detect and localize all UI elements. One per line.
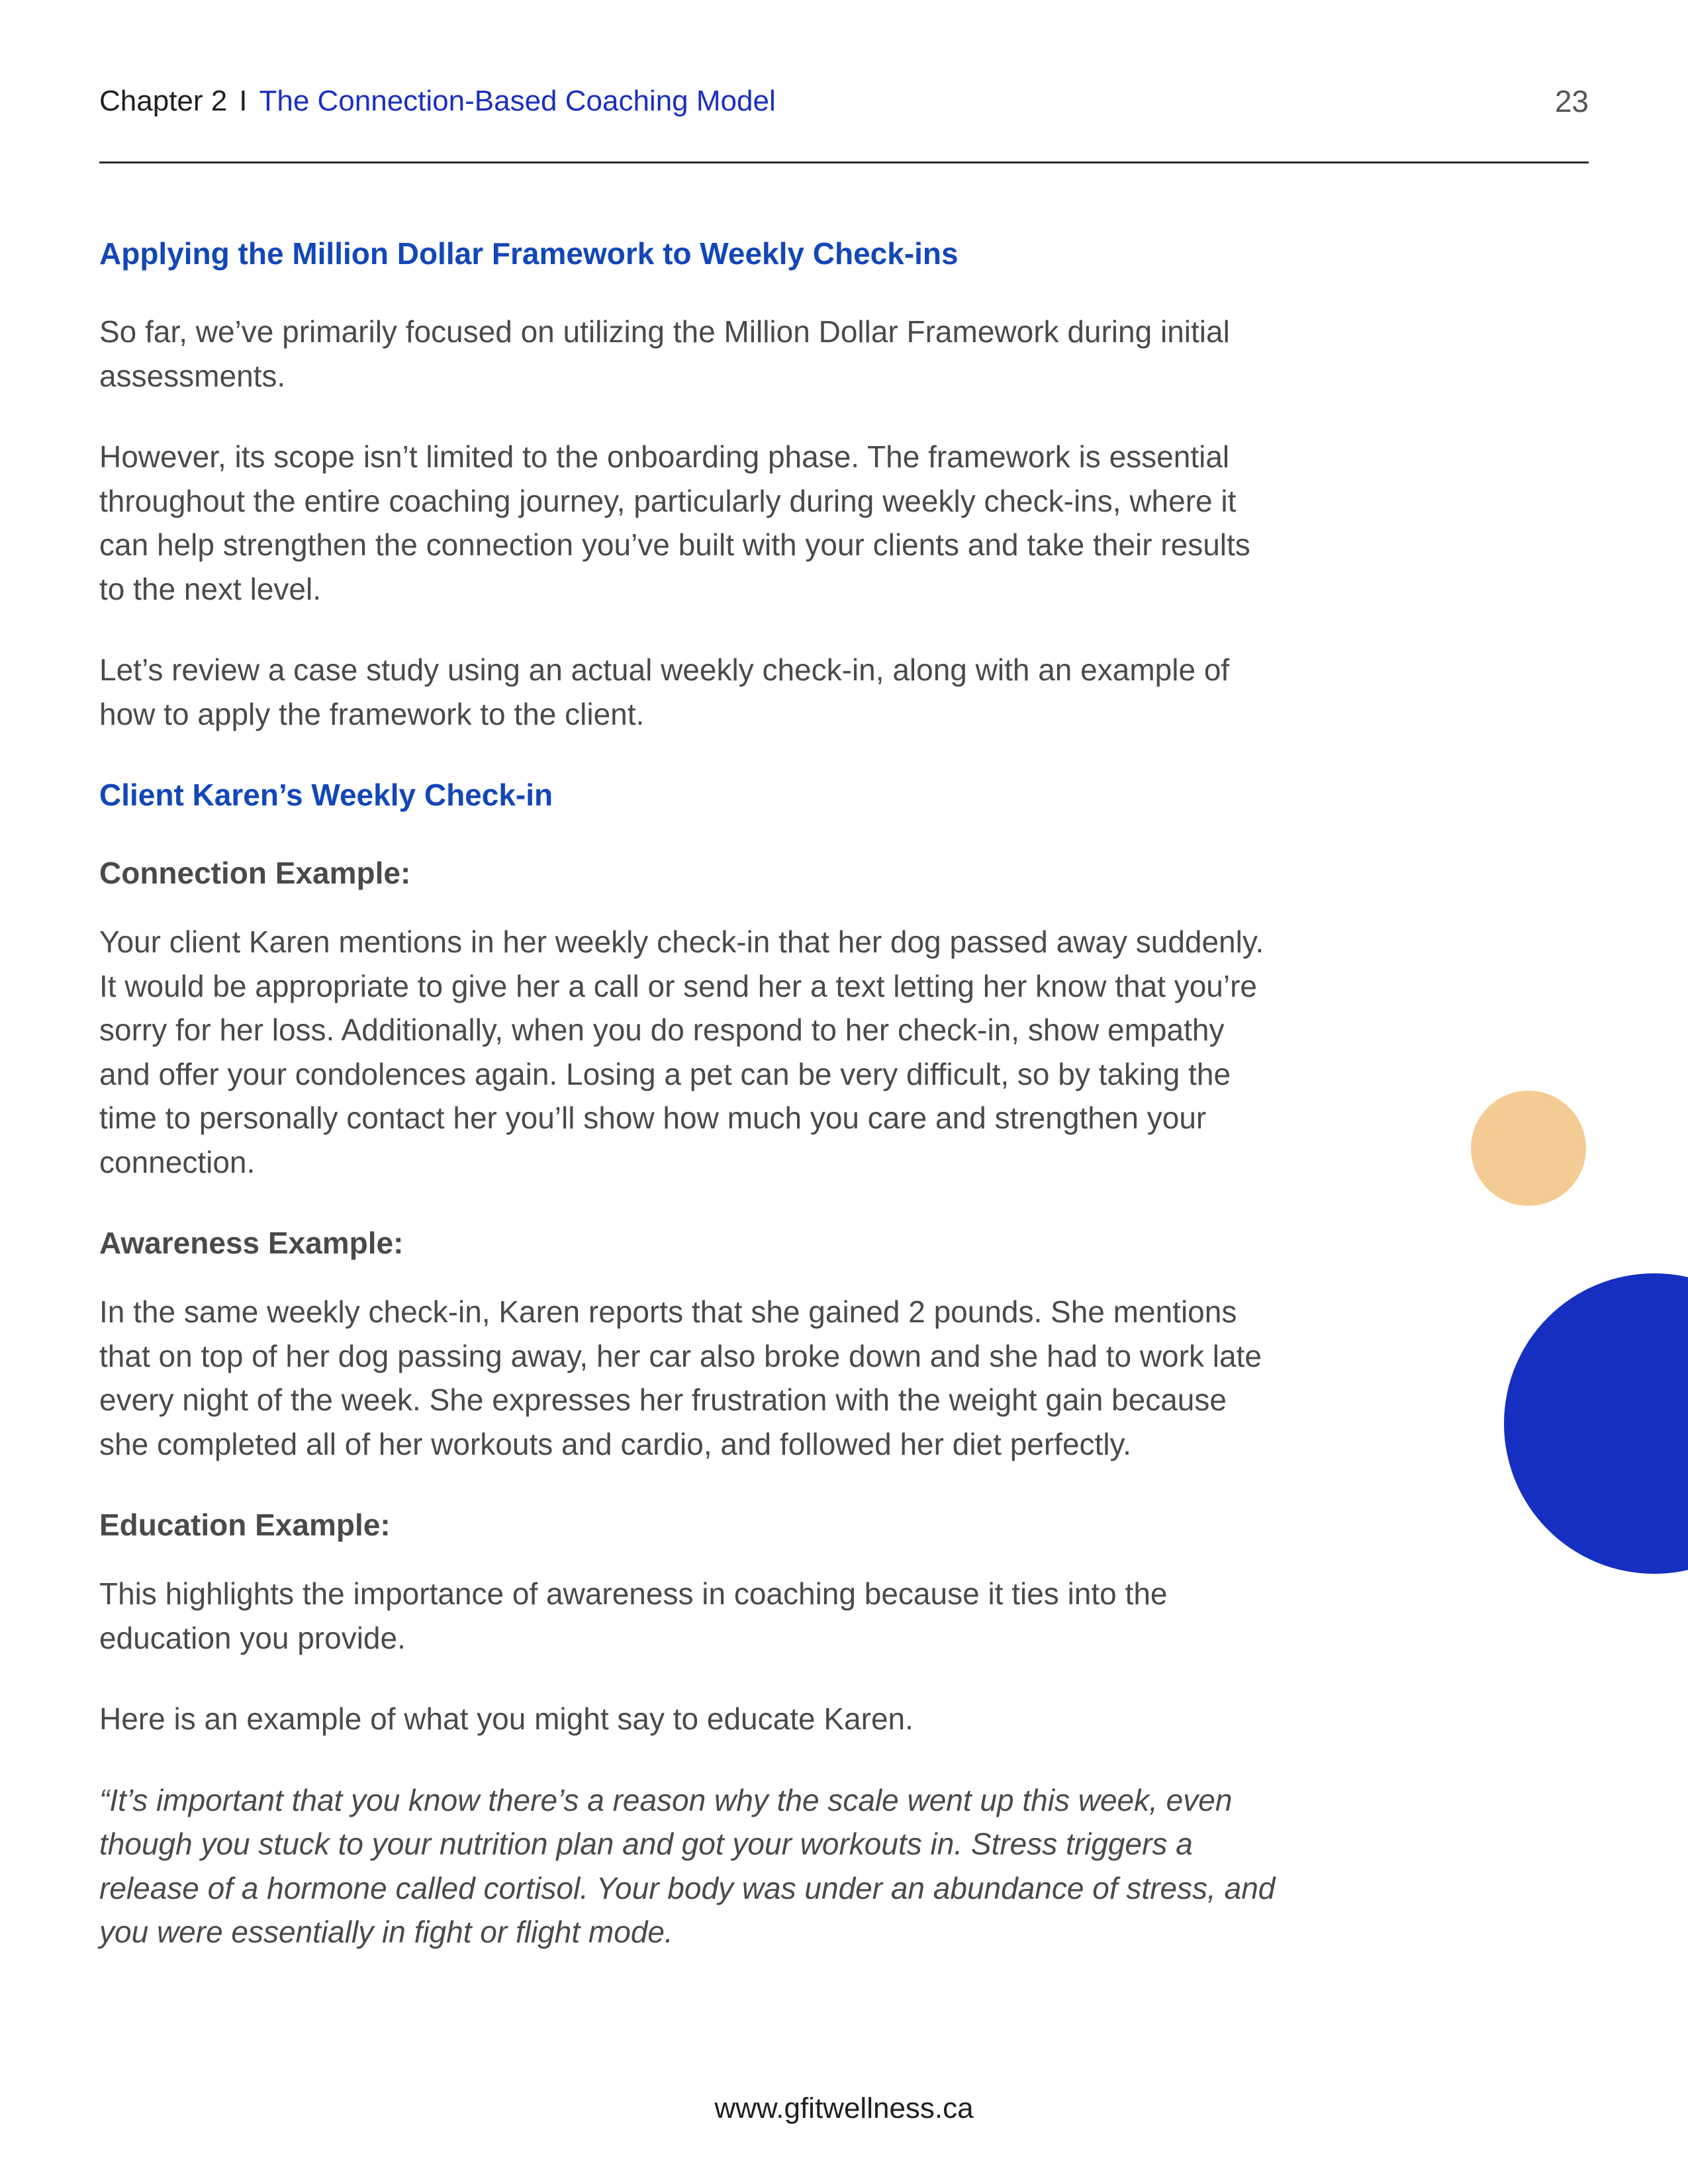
connection-heading: Connection Example:: [99, 856, 411, 890]
chapter-title: The Connection-Based Coaching Model: [259, 85, 776, 117]
education-paragraph-1: This highlights the importance of awareness in coaching because it ties into the education you provide.: [99, 1576, 1168, 1655]
intro-paragraph-1: So far, we’ve primarily focused on utilizing the Million Dollar Framework during initial assessments.: [99, 314, 1230, 393]
awareness-heading: Awareness Example:: [99, 1226, 404, 1260]
header-separator: I: [239, 85, 248, 117]
intro-paragraph-3: Let’s review a case study using an actual weekly check-in, along with an example of how to apply the framework to the client.: [99, 653, 1230, 731]
awareness-paragraph: In the same weekly check-in, Karen reports that she gained 2 pounds. She mentions that on top of her dog passing away, her car also broke down and she had to work late every night of the week. She expresses her frustration with the weight gain because she completed all of her workouts and cardio, and followed her diet perfectly.: [99, 1295, 1262, 1461]
decorative-peach-circle: [1471, 1091, 1586, 1206]
education-heading: Education Example:: [99, 1508, 391, 1542]
education-quote: “It’s important that you know there’s a reason why the scale went up this week, even though you stuck to your nutrition plan and got your workouts in. Stress triggers a release of a hormone called cortisol. Your body was under an abundance of stress, and you were essentially in fight or flight mode.: [99, 1782, 1276, 1949]
page-number: 23: [1554, 84, 1589, 118]
page-content: [99, 232, 1278, 1954]
section-heading: Applying the Million Dollar Framework to Weekly Check-ins: [99, 236, 959, 271]
header-divider: [99, 161, 1589, 163]
footer-website: www.gfitwellness.ca: [714, 2092, 974, 2124]
case-study-heading: Client Karen’s Weekly Check-in: [99, 778, 553, 812]
education-paragraph-2: Here is an example of what you might say to educate Karen.: [99, 1702, 914, 1736]
page-header: [99, 78, 1589, 124]
chapter-label: Chapter 2: [99, 85, 228, 117]
decorative-blue-circle: [1504, 1273, 1688, 1574]
connection-paragraph: Your client Karen mentions in her weekly check-in that her dog passed away suddenly. It would be appropriate to give her a call or send her a text letting her know that you’re sorry for her loss. Additionally, when you do respond to her check-in, show empathy and offer your condolences again. Losing a pet can be very difficult, so by taking the time to personally contact her you’ll show how much you care and strengthen your connection.: [99, 925, 1264, 1179]
intro-paragraph-2: However, its scope isn’t limited to the onboarding phase. The framework is essential throughout the entire coaching journey, particularly during weekly check-ins, where it can help strengthen the connection you’ve built with your clients and take their results to the next level.: [99, 439, 1250, 606]
